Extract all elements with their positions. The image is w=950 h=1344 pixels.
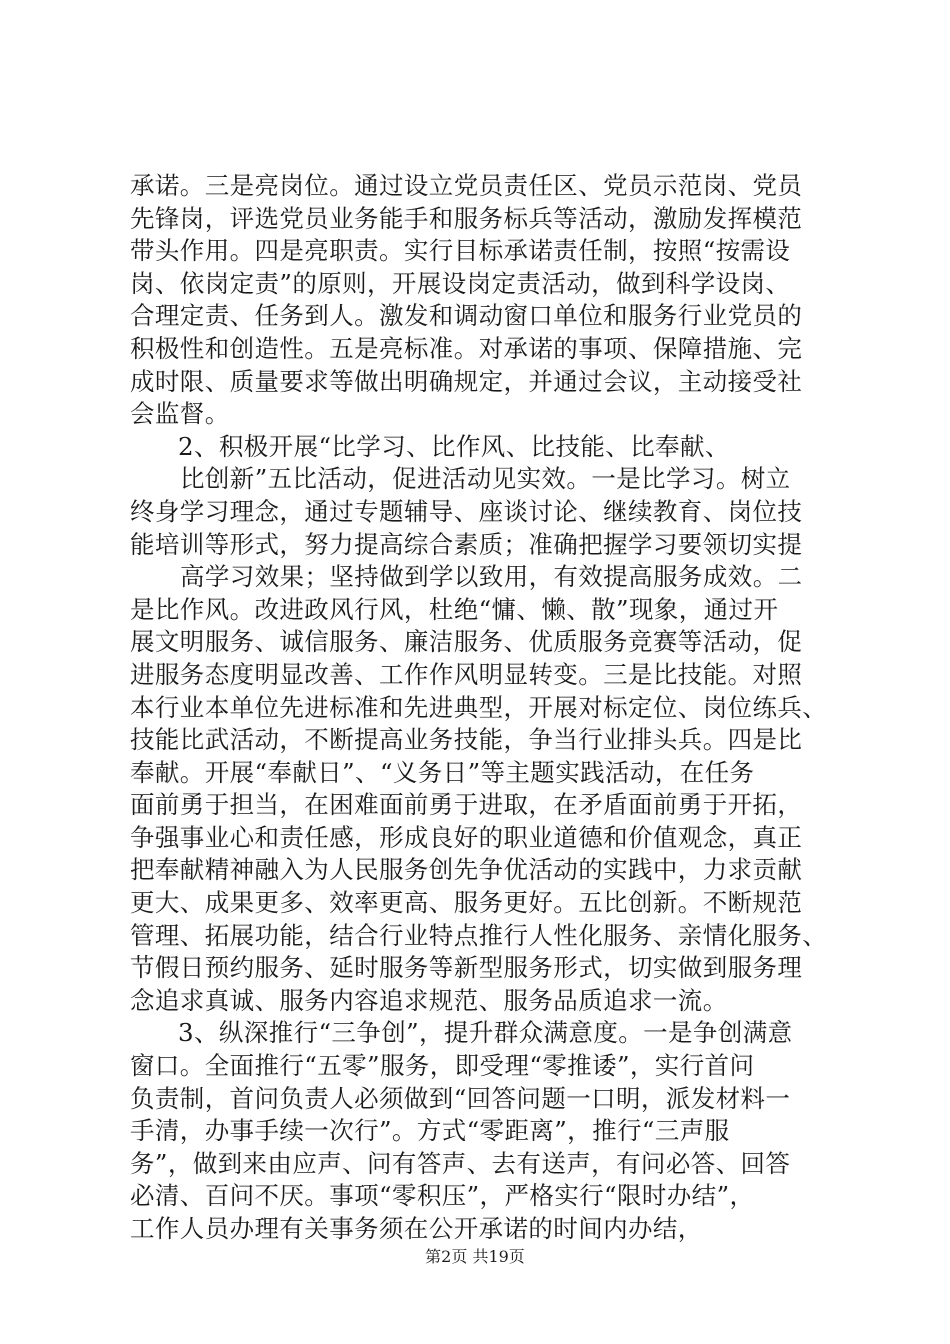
text-line: 岗、依岗定责”的原则，开展设岗定责活动，做到科学设岗、 <box>130 268 791 298</box>
text-line: 管理、拓展功能，结合行业特点推行人性化服务、亲情化服务、 <box>130 920 828 950</box>
text-line: 2、积极开展“比学习、比作风、比技能、比奉献、 <box>178 431 730 461</box>
text-line: 进服务态度明显改善、工作作风明显转变。三是比技能。对照 <box>130 659 803 689</box>
text-line: 负责制，首问负责人必须做到“回答问题一口明，派发材料一 <box>130 1083 791 1113</box>
text-line: 合理定责、任务到人。激发和调动窗口单位和服务行业党员的 <box>130 301 803 331</box>
text-line: 奉献。开展“奉献日”、“义务日”等主题实践活动，在任务 <box>130 757 755 787</box>
text-line: 必清、百问不厌。事项“零积压”，严格实行“限时办结”， <box>130 1181 755 1211</box>
text-line: 会监督。 <box>130 399 230 429</box>
text-line: 承诺。三是亮岗位。通过设立党员责任区、党员示范岗、党员 <box>130 171 803 200</box>
text-line: 积极性和创造性。五是亮标准。对承诺的事项、保障措施、完 <box>130 333 803 363</box>
text-line: 终身学习理念，通过专题辅导、座谈讨论、继续教育、岗位技 <box>130 496 803 526</box>
text-line: 是比作风。改进政风行风，杜绝“慵、懒、散”现象，通过开 <box>130 594 779 624</box>
text-line: 面前勇于担当，在困难面前勇于进取，在矛盾面前勇于开拓， <box>130 790 803 820</box>
body-text <box>130 170 830 1246</box>
page-number-label: 第2页 共19页 <box>425 1247 525 1266</box>
text-line: 比创新”五比活动，促进活动见实效。一是比学习。树立 <box>180 464 791 494</box>
text-line: 把奉献精神融入为人民服务创先争优活动的实践中，力求贡献 <box>130 855 803 885</box>
text-line: 高学习效果；坚持做到学以致用，有效提高服务成效。二 <box>180 562 803 592</box>
text-line: 工作人员办理有关事务须在公开承诺的时间内办结， <box>130 1214 703 1243</box>
text-line: 能培训等形式，努力提高综合素质；准确把握学习要领切实提 <box>130 529 803 559</box>
text-line: 技能比武活动，不断提高业务技能，争当行业排头兵。四是比 <box>130 725 803 755</box>
text-line: 本行业本单位先进标准和先进典型，开展对标定位、岗位练兵、 <box>130 692 828 722</box>
text-line: 3、纵深推行“三争创”，提升群众满意度。一是争创满意 <box>178 1018 793 1048</box>
text-line: 带头作用。四是亮职责。实行目标承诺责任制，按照“按需设 <box>130 236 791 266</box>
text-line: 窗口。全面推行“五零”服务，即受理“零推诿”，实行首问 <box>130 1051 755 1081</box>
text-line: 成时限、质量要求等做出明确规定，并通过会议，主动接受社 <box>130 366 803 396</box>
text-line: 务”，做到来由应声、问有答声、去有送声，有问必答、回答 <box>130 1148 791 1178</box>
text-line: 手清，办事手续一次行”。方式“零距离”，推行“三声服 <box>130 1116 730 1146</box>
page-footer <box>0 1244 950 1267</box>
text-line: 念追求真诚、服务内容追求规范、服务品质追求一流。 <box>130 985 728 1015</box>
text-line: 先锋岗，评选党员业务能手和服务标兵等活动，激励发挥模范 <box>130 203 803 233</box>
text-line: 更大、成果更多、效率更高、服务更好。五比创新。不断规范 <box>130 888 803 918</box>
text-line: 展文明服务、诚信服务、廉洁服务、优质服务竞赛等活动，促 <box>130 627 803 657</box>
text-line: 争强事业心和责任感，形成良好的职业道德和价值观念，真正 <box>130 822 803 852</box>
text-line: 节假日预约服务、延时服务等新型服务形式，切实做到服务理 <box>130 953 803 983</box>
